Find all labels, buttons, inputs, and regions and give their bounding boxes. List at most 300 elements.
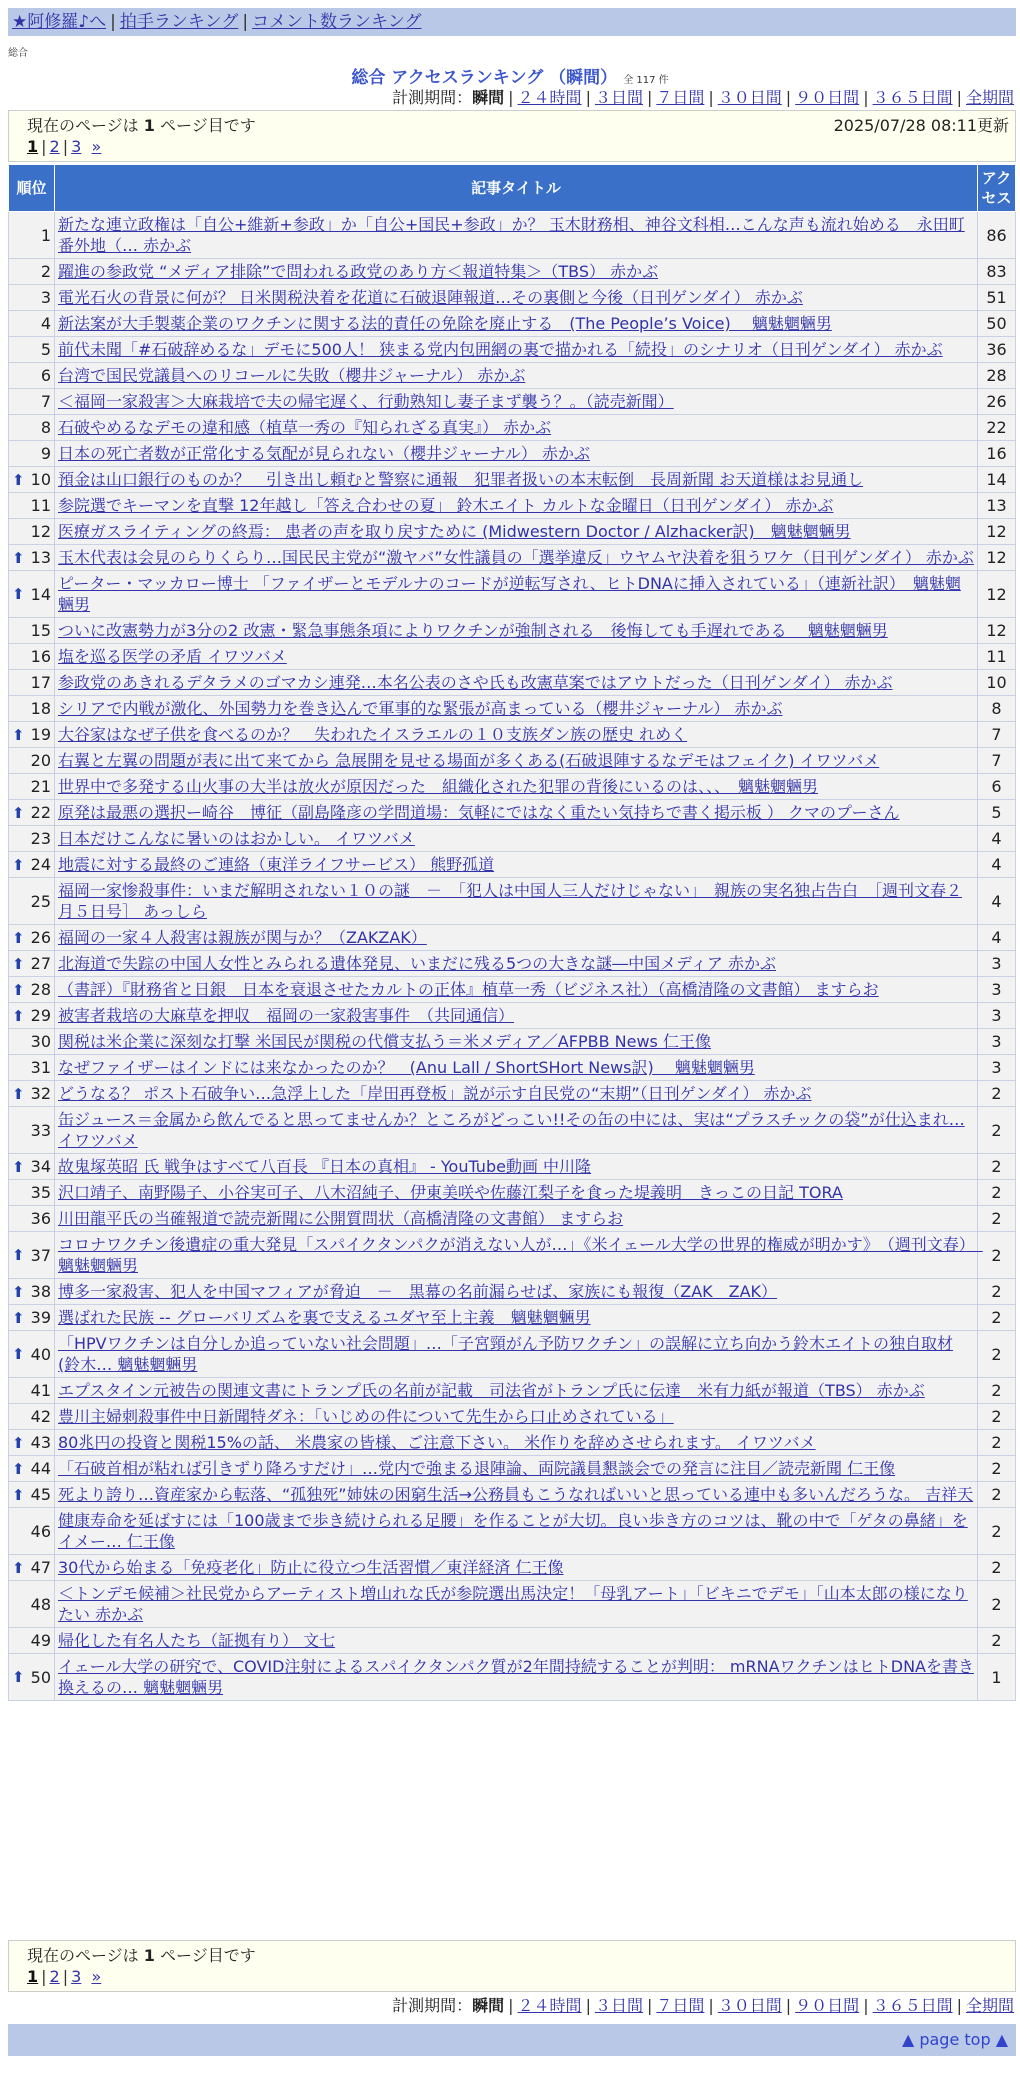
rank-number: 1 [40,225,51,245]
top-nav [8,8,1016,36]
rank-cell [9,748,55,774]
pager-page-2[interactable]: 2 [49,1967,60,1986]
title-cell [55,1378,978,1404]
article-link[interactable]: 沢口靖子、南野陽子、小谷実可子、八木沼純子、伊東美咲や佐藤江梨子を食った堤義明 きっこの日記 TORA [58,1183,843,1202]
access-count: 2 [978,1154,1016,1180]
table-row [9,1305,1016,1331]
access-count: 2 [978,1555,1016,1581]
period-link[interactable]: ３日間 [594,1996,643,2015]
article-link[interactable]: 新たな連立政権は「自公+維新+参政」か「自公+国民+参政」か？ 玉木財務相、神谷文科相…こんな声も流れ始める 永田町番外地（… 赤かぶ [58,215,965,255]
table-row [9,1378,1016,1404]
pager-current: 1 [27,1967,39,1986]
rank-cell [9,1232,55,1279]
rank-number: 50 [30,1667,51,1687]
table-row [9,722,1016,748]
article-link[interactable]: 被害者栽培の大麻草を押収 福岡の一家殺害事件 （共同通信） [58,1006,515,1025]
article-link[interactable]: ついに改憲勢力が3分の2 改憲・緊急事態条項によりワクチンが強制される 後悔しても手遅れである 魑魅魍魎男 [58,621,888,640]
rank-number: 25 [30,891,51,911]
access-count: 3 [978,1055,1016,1081]
title-cell [55,1331,978,1378]
title-cell [55,1029,978,1055]
table-row [9,441,1016,467]
rank-cell [9,1029,55,1055]
period-link[interactable]: ７日間 [656,1996,705,2015]
up-arrow-icon: ⬆ [12,980,25,999]
article-link[interactable]: 台湾で国民党議員へのリコールに失敗（櫻井ジャーナル） 赤かぶ [58,366,526,385]
article-link[interactable]: ピーター・マッカロー博士 「ファイザーとモデルナのコードが逆転写され、ヒトDNAに挿入されている」（連新社訳） 魑魅魍魎男 [58,574,961,614]
table-row [9,1232,1016,1279]
up-arrow-icon: ⬆ [12,1433,25,1452]
period-link[interactable]: ９０日間 [795,1996,860,2015]
title-cell [55,1654,978,1701]
title-cell [55,878,978,925]
article-link[interactable]: エプスタイン元被告の関連文書にトランプ氏の名前が記載 司法省がトランプ氏に伝達 米有力紙が報道（TBS） 赤かぶ [58,1381,925,1400]
pager-page-3[interactable]: 3 [71,137,82,156]
title-cell [55,1508,978,1555]
rank-number: 31 [30,1058,51,1077]
rank-cell [9,852,55,878]
title-cell [55,774,978,800]
article-link[interactable]: 帰化した有名人たち（証拠有り） 文七 [58,1631,336,1650]
article-link[interactable]: 豊川主婦刺殺事件中日新聞特ダネ：「いじめの件について先生から口止めされている」 [58,1407,674,1426]
title-cell [55,696,978,722]
table-row [9,311,1016,337]
rank-number: 43 [30,1433,51,1452]
access-count: 13 [978,493,1016,519]
rank-cell [9,1081,55,1107]
rank-cell [9,285,55,311]
rank-cell [9,1378,55,1404]
page-info: 現在のページは 1 ページ目です [27,116,256,135]
article-link[interactable]: 右翼と左翼の問題が表に出て来てから 急展開を見せる場面が多くある(石破退陣するなデモはフェイク) イワツバメ [58,751,880,770]
table-row [9,519,1016,545]
footer-bar [8,2024,1016,2056]
rank-number: 20 [30,751,51,770]
rank-cell [9,1180,55,1206]
rank-cell [9,618,55,644]
pager-page-2[interactable]: 2 [49,137,60,156]
table-header-row [9,165,1016,212]
title-cell [55,285,978,311]
rank-cell [9,977,55,1003]
period-label: 計測期間： [392,88,473,107]
table-row [9,1206,1016,1232]
access-count: 4 [978,852,1016,878]
rank-cell [9,1581,55,1628]
period-selector-top [392,88,1014,108]
access-header: アクセス [978,165,1016,212]
table-row [9,1430,1016,1456]
table-row [9,852,1016,878]
article-link[interactable]: 缶ジュース＝金属から飲んでると思ってませんか？ところがどっこい!!その缶の中には、実は“プラスチックの袋”が仕込まれ… イワツバメ [58,1110,965,1150]
table-row [9,1107,1016,1154]
title-cell [55,441,978,467]
access-count: 2 [978,1331,1016,1378]
title-cell [55,1482,978,1508]
access-count: 2 [978,1628,1016,1654]
rank-number: 35 [30,1183,51,1202]
ranking-title: 総合 アクセスランキング （瞬間） [351,68,618,88]
clap-ranking-link[interactable]: 拍手ランキング [119,12,239,32]
rank-number: 36 [30,1209,51,1228]
article-link[interactable]: 地震に対する最終のご連絡（東洋ライフサービス） 熊野孤道 [58,855,495,874]
access-count: 14 [978,467,1016,493]
rank-cell [9,951,55,977]
article-link[interactable]: コロナワクチン後遺症の重大発見「スパイクタンパクが消えない人が…」《米イェール大学の世界的権威が明かす》 （週刊文春） 魑魅魍魎男 [58,1235,983,1275]
table-row [9,774,1016,800]
up-arrow-icon: ⬆ [12,1282,25,1301]
up-arrow-icon: ⬆ [12,548,25,567]
rank-cell [9,337,55,363]
access-count: 2 [978,1107,1016,1154]
access-count: 10 [978,670,1016,696]
rank-cell [9,1206,55,1232]
up-arrow-icon: ⬆ [12,803,25,822]
access-count: 6 [978,774,1016,800]
rank-cell [9,1404,55,1430]
rank-number: 32 [30,1084,51,1103]
up-arrow-icon: ⬆ [12,1345,25,1363]
up-arrow-icon: ⬆ [12,725,25,744]
access-count: 4 [978,878,1016,925]
up-arrow-icon: ⬆ [12,1485,25,1504]
rank-cell [9,259,55,285]
pager-current: 1 [27,137,39,156]
table-row [9,1404,1016,1430]
title-cell [55,644,978,670]
article-link[interactable]: 世界中で多発する山火事の大半は放火が原因だった 組織化された犯罪の背後にいるのは、、、 魑魅魍魎男 [58,777,819,796]
period-link[interactable]: ３６５日間 [872,88,953,107]
separator: | [508,1996,514,2015]
rank-number: 21 [30,777,51,796]
table-row [9,467,1016,493]
table-row [9,337,1016,363]
access-count: 2 [978,1180,1016,1206]
access-count: 2 [978,1081,1016,1107]
table-row [9,1081,1016,1107]
article-link[interactable]: ＜福岡一家殺害＞大麻栽培で夫の帰宅遅く、行動熟知し妻子まず襲う？。（読売新聞） [58,392,674,411]
article-link[interactable]: 電光石火の背景に何が？ 日米関税決着を花道に石破退陣報道…その裏側と今後（日刊ゲンダイ） 赤かぶ [58,288,803,307]
table-row [9,748,1016,774]
rank-cell [9,670,55,696]
rank-number: 12 [30,522,51,541]
rank-cell [9,415,55,441]
table-row [9,1628,1016,1654]
access-count: 2 [978,1232,1016,1279]
pager-page-3[interactable]: 3 [71,1967,82,1986]
rank-cell [9,1456,55,1482]
article-link[interactable]: 「石破首相が粘れば引きずり降ろすだけ」…党内で強まる退陣論、両院議員懇談会での発言に注目／読売新聞 仁王像 [58,1459,896,1478]
pager-bottom: 1 | 2 | 3 » [27,1967,102,1986]
page-info-box-top [8,110,1016,162]
access-count: 3 [978,1029,1016,1055]
access-count: 2 [978,1482,1016,1508]
period-selector-bottom [392,1996,1014,2016]
separator: | [708,1996,714,2015]
rank-cell [9,1508,55,1555]
rank-header: 順位 [9,165,55,212]
rank-number: 6 [40,366,51,385]
article-link[interactable]: ＜トンデモ候補＞社民党からアーティスト増山れな氏が参院選出馬決定！「母乳アート」「ビキニでデモ」「山本太郎の様になりたい 赤かぶ [58,1584,968,1624]
article-link[interactable]: 福岡の一家４人殺害は親族が関与か？（ZAKZAK） [58,928,427,947]
article-link[interactable]: シリアで内戦が激化、外国勢力を巻き込んで軍事的な緊張が高まっている（櫻井ジャーナル） 赤かぶ [58,699,783,718]
rank-cell [9,545,55,571]
rank-number: 10 [30,470,51,489]
article-link[interactable]: 博多一家殺害、犯人を中国マフィアが脅迫 － 黒幕の名前漏らせば、家族にも報復（ZAK ZAK） [58,1282,778,1301]
access-count: 5 [978,800,1016,826]
rank-number: 24 [30,855,51,874]
article-link[interactable]: 前代未聞「#石破辞めるな」デモに500人！ 狭まる党内包囲網の裏で描かれる「続投」のシナリオ（日刊ゲンダイ） 赤かぶ [58,340,943,359]
rank-cell [9,1055,55,1081]
up-arrow-icon: ⬆ [12,1668,25,1686]
rank-number: 44 [30,1459,51,1478]
separator: | [110,12,116,32]
title-cell [55,925,978,951]
table-row [9,571,1016,618]
access-count: 12 [978,618,1016,644]
table-row [9,1180,1016,1206]
title-cell [55,493,978,519]
title-cell [55,519,978,545]
up-arrow-icon: ⬆ [12,1084,25,1103]
table-row [9,389,1016,415]
table-row [9,951,1016,977]
rank-number: 23 [30,829,51,848]
access-count: 26 [978,389,1016,415]
article-link[interactable]: （書評）『財務省と日銀 日本を衰退させたカルトの正体』植草一秀（ビジネス社）（高橋清隆の文書館） ますらお [58,980,879,999]
access-count: 12 [978,571,1016,618]
table-row [9,1508,1016,1555]
access-count: 7 [978,748,1016,774]
access-count: 12 [978,519,1016,545]
rank-number: 22 [30,803,51,822]
article-link[interactable]: 日本の死亡者数が正常化する気配が見られない（櫻井ジャーナル） 赤かぶ [58,444,590,463]
page-top-link[interactable]: ▲ page top ▲ [901,2030,1008,2049]
comment-ranking-link[interactable]: コメント数ランキング [252,12,422,32]
rank-number: 46 [30,1521,51,1541]
title-cell [55,1154,978,1180]
title-cell [55,1456,978,1482]
rank-number: 29 [30,1006,51,1025]
rank-cell [9,493,55,519]
period-link[interactable]: ３０日間 [717,1996,782,2015]
up-arrow-icon: ⬆ [12,1006,25,1025]
up-arrow-icon: ⬆ [12,470,25,489]
access-count: 83 [978,259,1016,285]
access-count: 11 [978,644,1016,670]
separator: | [956,1996,962,2015]
access-count: 2 [978,1404,1016,1430]
article-link[interactable]: 北海道で失踪の中国人女性とみられる遺体発見、いまだに残る5つの大きな謎―中国メディア 赤かぶ [58,954,776,973]
separator: | [646,88,653,107]
access-count: 16 [978,441,1016,467]
rank-number: 26 [30,928,51,947]
title-cell [55,618,978,644]
rank-cell [9,1482,55,1508]
rank-cell [9,774,55,800]
period-link[interactable]: ９０日間 [795,88,860,107]
up-arrow-icon: ⬆ [12,855,25,874]
table-row [9,363,1016,389]
up-arrow-icon: ⬆ [12,1558,25,1577]
period-current: 瞬間 [472,1996,505,2015]
updated-time: 2025/07/28 08:11更新 [833,116,1009,135]
article-link[interactable]: 選ばれた民族 -- グローバリズムを裏で支えるユダヤ至上主義 魑魅魍魎男 [58,1308,591,1327]
access-count: 51 [978,285,1016,311]
article-link[interactable]: 塩を巡る医学の矛盾 イワツバメ [58,647,287,666]
title-cell [55,545,978,571]
rank-number: 9 [40,444,51,463]
separator: | [863,88,869,107]
access-count: 50 [978,311,1016,337]
article-link[interactable]: 80兆円の投資と関税15%の話、 米農家の皆様、ご注意下さい。 米作りを辞めさせられます。 イワツバメ [58,1433,816,1452]
title-cell [55,1180,978,1206]
access-count: 2 [978,1456,1016,1482]
period-link[interactable]: 全期間 [965,88,1014,107]
separator: | [242,12,249,32]
rank-number: 15 [30,621,51,640]
table-row [9,696,1016,722]
rank-cell [9,389,55,415]
access-count: 86 [978,212,1016,259]
access-count: 3 [978,977,1016,1003]
article-link[interactable]: 健康寿命を延ばすには「100歳まで歩き続けられる足腰」を作ることが大切。良い歩き方のコツは、靴の中で「ゲタの鼻緒」をイメー… 仁王像 [58,1511,968,1551]
title-cell [55,1081,978,1107]
access-count: 2 [978,1430,1016,1456]
article-link[interactable]: イェール大学の研究で、COVID注射によるスパイクタンパク質が2年間持続することが判明： mRNAワクチンはヒトDNAを書き換えるの… 魑魅魍魎男 [58,1657,974,1697]
rank-cell [9,1154,55,1180]
rank-number: 5 [40,340,51,359]
article-link[interactable]: 医療ガスライティングの終焉： 患者の声を取り戻すために (Midwestern Doctor / Alzhacker訳) 魑魅魍魎男 [58,522,851,541]
rank-cell [9,696,55,722]
rank-number: 3 [40,288,51,307]
title-cell [55,1430,978,1456]
article-link[interactable]: 預金は山口銀行のものか？ 引き出し頼むと警察に通報 犯罪者扱いの本末転倒 長周新聞 お天道様はお見通し [58,470,864,489]
article-link[interactable]: 故鬼塚英昭 氏 戦争はすべて八百長 『日本の真相』 - YouTube動画 中川隆 [58,1157,592,1176]
table-row [9,1456,1016,1482]
table-row [9,1279,1016,1305]
title-cell [55,852,978,878]
up-arrow-icon: ⬆ [12,585,25,603]
access-count: 2 [978,1305,1016,1331]
separator: | [785,88,792,107]
table-row [9,415,1016,441]
period-link[interactable]: 全期間 [965,1996,1014,2015]
table-row [9,644,1016,670]
table-row [9,1055,1016,1081]
period-link[interactable]: ２４時間 [517,1996,582,2015]
title-cell [55,722,978,748]
rank-number: 27 [30,954,51,973]
table-row [9,285,1016,311]
rank-number: 18 [30,699,51,718]
table-row [9,1331,1016,1378]
rank-number: 4 [40,314,51,333]
period-link[interactable]: ３日間 [594,88,643,107]
separator: | [708,88,714,107]
table-row [9,878,1016,925]
up-arrow-icon: ⬆ [12,954,25,973]
ranking-table [8,164,1016,1701]
article-link[interactable]: 関税は米企業に深刻な打撃 米国民が関税の代償支払う＝米メディア／AFPBB News 仁王像 [58,1032,711,1051]
rank-cell [9,1107,55,1154]
article-link[interactable]: 「HPVワクチンは自分しか追っていない社会問題」…「子宮頸がん予防ワクチン」の誤解に立ち向かう鈴木エイトの独自取材 (鈴木… 魑魅魍魎男 [58,1334,954,1374]
title-cell [55,670,978,696]
rank-number: 13 [30,548,51,567]
rank-cell [9,1279,55,1305]
article-link[interactable]: 参政党のあきれるデタラメのゴマカシ連発…本名公表のさや氏も改憲草案ではアウトだった（日刊ゲンダイ） 赤かぶ [58,673,893,692]
pager-next[interactable]: » [91,137,102,156]
table-row [9,618,1016,644]
rank-number: 16 [30,647,51,666]
rank-number: 37 [30,1245,51,1265]
rank-number: 34 [30,1157,51,1176]
separator: | [508,88,514,107]
title-cell [55,571,978,618]
title-cell [55,212,978,259]
rank-number: 17 [30,673,51,692]
table-row [9,670,1016,696]
article-link[interactable]: 死より誇り…資産家から転落、“孤独死”姉妹の困窮生活→公務員もこうなればいいと思っている連中も多いんだろうな。 吉祥天 [58,1485,974,1504]
article-link[interactable]: 参院選でキーマンを直撃 12年越し「答え合わせの夏」 鈴木エイト カルトな金曜日（日刊ゲンダイ） 赤かぶ [58,496,834,515]
access-count: 2 [978,1508,1016,1555]
article-link[interactable]: 玉木代表は会見のらりくらり…国民民主党が“激ヤバ”女性議員の「選挙違反」ウヤムヤ決着を狙うワケ（日刊ゲンダイ） 赤かぶ [58,548,974,567]
table-row [9,800,1016,826]
access-count: 2 [978,1378,1016,1404]
table-row [9,1654,1016,1701]
access-count: 2 [978,1206,1016,1232]
title-cell [55,800,978,826]
article-link[interactable]: 石破やめるなデモの違和感（植草一秀の『知られざる真実』） 赤かぶ [58,418,552,437]
table-row [9,545,1016,571]
home-link[interactable]: ★阿修羅♪へ [12,12,107,32]
rank-number: 14 [30,584,51,604]
up-arrow-icon: ⬆ [12,1246,25,1264]
period-link[interactable]: ２４時間 [517,88,582,107]
rank-cell [9,571,55,618]
period-link[interactable]: ３０日間 [717,88,782,107]
up-arrow-icon: ⬆ [12,1459,25,1478]
separator: | [785,1996,792,2015]
page-info-box-bottom [8,1940,1016,1992]
title-header: 記事タイトル [55,165,978,212]
article-link[interactable]: 福岡一家惨殺事件：いまだ解明されない１０の謎 － 「犯人は中国人三人だけじゃない」 親族の実名独占告白 ［週刊文春２月５日号］ あっしら [58,881,963,921]
rank-number: 45 [30,1485,51,1504]
article-link[interactable]: どうなる？ ポスト石破争い…急浮上した「岸田再登板」説が示す自民党の“末期”（日刊ゲンダイ） 赤かぶ [58,1084,812,1103]
article-link[interactable]: 日本だけこんなに暑いのはおかしい。 イワツバメ [58,829,415,848]
separator: | [585,88,591,107]
article-link[interactable]: 新法案が大手製薬企業のワクチンに関する法的責任の免除を廃止する (The People’s Voice) 魑魅魍魎男 [58,314,832,333]
article-link[interactable]: 躍進の参政党 “メディア排除”で問われる政党のあり方＜報道特集＞（TBS） 赤かぶ [58,262,659,281]
article-link[interactable]: 原発は最悪の選択ー崎谷 博征（副島隆彦の学問道場：気軽にではなく重たい気持ちで書く掲示板 ） クマのプーさん [58,803,900,822]
article-link[interactable]: 川田龍平氏の当確報道で読売新聞に公開質問状（高橋清隆の文書館） ますらお [58,1209,624,1228]
rank-number: 47 [30,1558,51,1577]
period-link[interactable]: ３６５日間 [872,1996,953,2015]
separator: | [956,88,962,107]
rank-number: 40 [30,1344,51,1364]
period-link[interactable]: ７日間 [656,88,705,107]
article-link[interactable]: 大谷家はなぜ子供を食べるのか？ 失われたイスラエルの１０支族ダン族の歴史 れめく [58,725,688,744]
article-link[interactable]: なぜファイザーはインドには来なかったのか？ (Anu Lall / ShortSHort News訳) 魑魅魍魎男 [58,1058,755,1077]
rank-cell [9,441,55,467]
rank-cell [9,644,55,670]
rank-number: 38 [30,1282,51,1301]
table-row [9,493,1016,519]
article-link[interactable]: 30代から始まる「免疫老化」防止に役立つ生活習慣／東洋経済 仁王像 [58,1558,564,1577]
pager-next[interactable]: » [91,1967,102,1986]
title-cell [55,1055,978,1081]
title-cell [55,1003,978,1029]
